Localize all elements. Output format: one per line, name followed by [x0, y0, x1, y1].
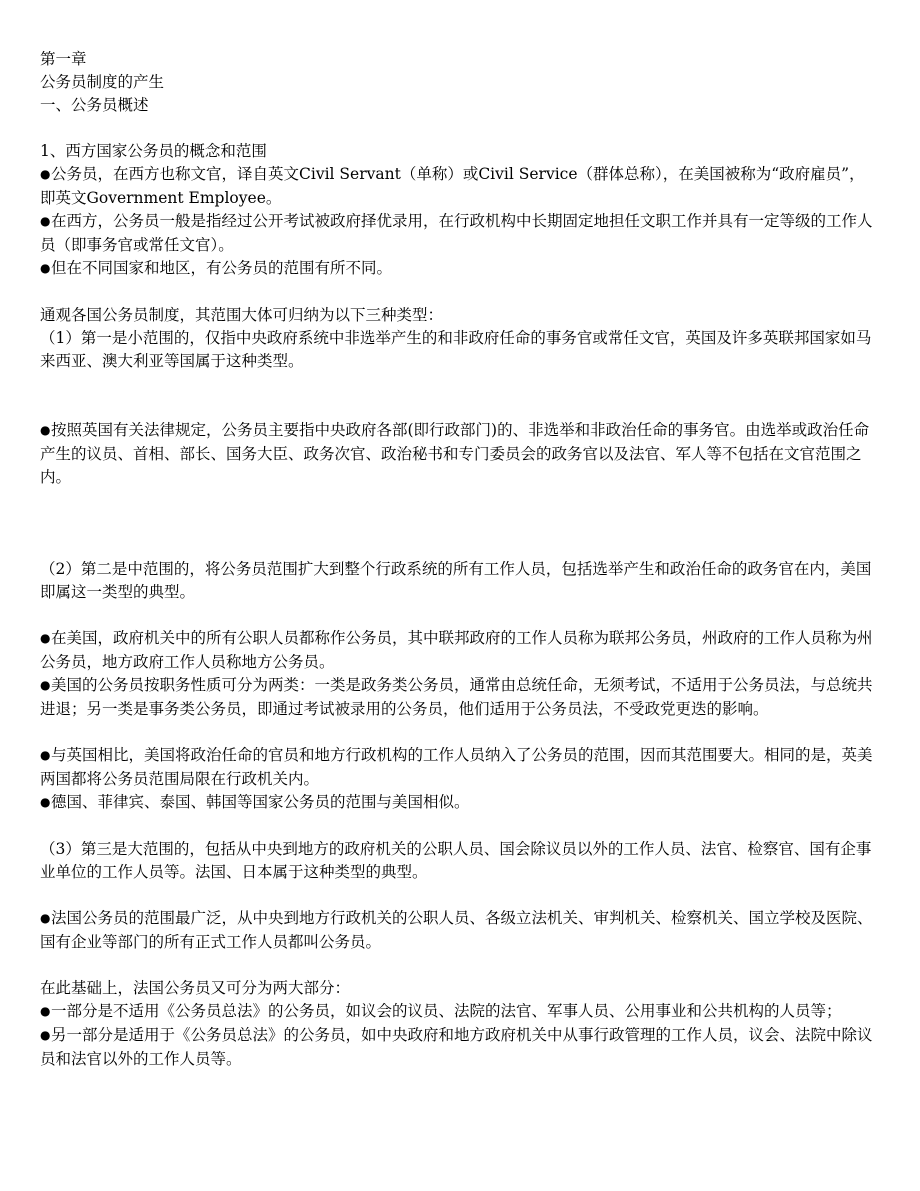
- paragraph-text: 按照英国有关法律规定，公务员主要指中央政府各部(即行政部门)的、非选举和非政治任命的事务官。由选举或政治任命产生的议员、首相、部长、国务大臣、政务次官、政治秘书和专门委员会的政务官以及法官、军人等不包括在文官范围之内。: [40, 421, 870, 486]
- paragraph-us: [40, 627, 880, 674]
- paragraph-text: 在西方，公务员一般是指经过公开考试被政府择优录用，在行政机构中长期固定地担任文职工作并具有一定等级的工作人员（即事务官或常任文官）。: [40, 212, 873, 254]
- paragraph-text: 美国的公务员按职务性质可分为两类：一类是政务类公务员，通常由总统任命，无须考试，不适用于公务员法，与总统共进退；另一类是事务类公务员，即通过考试被录用的公务员，他们适用于公务员法，不受政党更迭的影响。: [40, 676, 873, 718]
- section-heading: 一、公务员概述: [40, 96, 149, 114]
- paragraph-part-two: [40, 1024, 880, 1071]
- paragraph-type-large: （3）第三是大范围的，包括从中央到地方的政府机关的公职人员、国会除议员以外的工作人员、法官、检察官、国有企事业单位的工作人员等。法国、日本属于这种类型的典型。: [40, 840, 872, 881]
- paragraph-scope: [40, 257, 880, 281]
- chapter-heading: 第一章: [40, 50, 87, 68]
- bullet-icon: ●: [40, 911, 51, 925]
- paragraph-text: 另一部分是适用于《公务员总法》的公务员，如中央政府和地方政府机关中从事行政管理的工作人员，议会、法院中除议员和法官以外的工作人员等。: [40, 1026, 873, 1068]
- paragraph-text: 德国、菲律宾、泰国、韩国等国家公务员的范围与美国相似。: [51, 793, 470, 811]
- bullet-icon: ●: [40, 678, 51, 692]
- paragraph-us-types: [40, 674, 880, 721]
- bullet-icon: ●: [40, 423, 51, 437]
- paragraph-compare: [40, 744, 880, 791]
- bullet-icon: ●: [40, 214, 51, 228]
- paragraph-france: [40, 907, 880, 954]
- chapter-title: 公务员制度的产生: [40, 73, 165, 91]
- paragraph-part-one: [40, 1000, 880, 1024]
- paragraph-text: 公务员，在西方也称文官，译自英文Civil Servant（单称）或Civil Service（群体总称），在美国被称为“政府雇员”，即英文Government Employee。: [40, 165, 865, 207]
- paragraph-type-small: （1）第一是小范围的，仅指中央政府系统中非选举产生的和非政府任命的事务官或常任文官，英国及许多英联邦国家如马来西亚、澳大利亚等国属于这种类型。: [40, 329, 872, 370]
- paragraph-france-parts: 在此基础上，法国公务员又可分为两大部分：: [40, 979, 351, 997]
- bullet-icon: ●: [40, 1028, 51, 1042]
- paragraph-types-intro: 通观各国公务员制度，其范围大体可归纳为以下三种类型：: [40, 306, 444, 324]
- paragraph-text: 在美国，政府机关中的所有公职人员都称作公务员，其中联邦政府的工作人员称为联邦公务员，州政府的工作人员称为州公务员，地方政府工作人员称地方公务员。: [40, 629, 873, 671]
- paragraph-definition: [40, 163, 880, 210]
- paragraph-type-medium: （2）第二是中范围的，将公务员范围扩大到整个行政系统的所有工作人员，包括选举产生和政治任命的政务官在内，美国即属这一类型的典型。: [40, 560, 872, 601]
- paragraph-text: 但在不同国家和地区，有公务员的范围有所不同。: [51, 259, 393, 277]
- bullet-icon: ●: [40, 748, 51, 762]
- subsection-heading: 1、西方国家公务员的概念和范围: [40, 142, 267, 160]
- bullet-icon: ●: [40, 261, 51, 275]
- bullet-icon: ●: [40, 1004, 51, 1018]
- bullet-icon: ●: [40, 631, 51, 645]
- bullet-icon: ●: [40, 795, 51, 809]
- paragraph-text: 与英国相比，美国将政治任命的官员和地方行政机构的工作人员纳入了公务员的范围，因而其范围要大。相同的是，英美两国都将公务员范围局限在行政机关内。: [40, 746, 873, 788]
- paragraph-west: [40, 210, 880, 257]
- paragraph-similar: [40, 791, 880, 815]
- paragraph-uk: [40, 419, 880, 489]
- paragraph-text: 法国公务员的范围最广泛，从中央到地方行政机关的公职人员、各级立法机关、审判机关、检察机关、国立学校及医院、国有企业等部门的所有正式工作人员都叫公务员。: [40, 909, 873, 951]
- paragraph-text: 一部分是不适用《公务员总法》的公务员，如议会的议员、法院的法官、军事人员、公用事业和公共机构的人员等；: [51, 1002, 842, 1020]
- bullet-icon: ●: [40, 167, 51, 181]
